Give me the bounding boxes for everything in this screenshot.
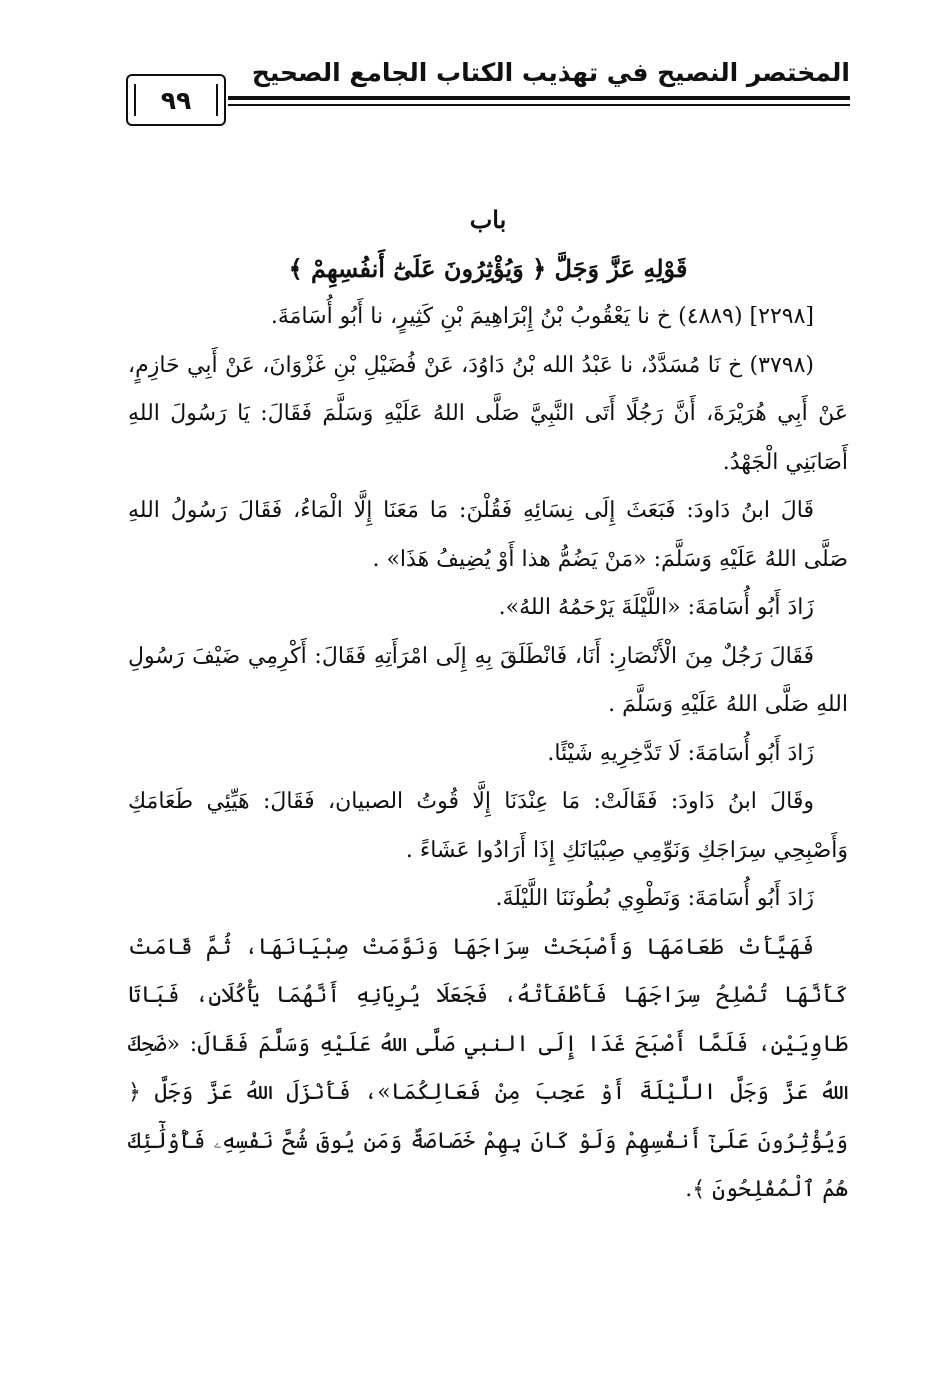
header-rule-thick bbox=[228, 96, 850, 100]
paragraph: فَهَيَّأَتْ طَعَامَهَا وَأَصْبَحَتْ سِرَاجَهَا وَنَوَّمَتْ صِبْيَانَهَا، ثُمَّ قَامَتْ كَأَنَّهَا تُصْلِحُ سِرَاجَهَا فَأَطْفَأَتْهُ، فَجَعَلَا يُرِيَانِهِ أَنَّهُمَا يَأْكُلَانِ، فَبَاتَا طَاوِيَيْنِ، فَلَمَّا أَصْبَحَ غَدَا إِلَى النبي صَلَّى اللهُ عَلَيْهِ وَسَلَّمَ فَقَالَ: «ضَحِكَ اللهُ عَزَّ وَجَلَّ اللَّيْلَةَ أَوْ عَجِبَ مِنْ فَعَالِكُمَا»، فَأَنْزَلَ اللهُ عَزَّ وَجَلَّ ﴿ وَيُؤْثِرُونَ عَلَىٰٓ أَنفُسِهِمْ وَلَوْ كَانَ بِهِمْ خَصَاصَةٌ وَمَن يُوقَ شُحَّ نَفْسِهِۦ فَأُوْلَٰٓئِكَ هُمُ ٱلْمُفْلِحُونَ ﴾. bbox=[128, 934, 848, 1202]
page-header bbox=[120, 58, 850, 138]
paragraph: زَادَ أَبُو أُسَامَةَ: «اللَّيْلَةَ يَرْحَمُهُ اللهُ». bbox=[498, 595, 814, 620]
paragraph: فَقَالَ رَجُلٌ مِنَ الْأَنْصَارِ: أَنَا، فَانْطَلَقَ بِهِ إِلَى امْرَأَتِهِ فَقَالَ: أَكْرِمِي ضَيْفَ رَسُولِ اللهِ صَلَّى اللهُ عَلَيْهِ وَسَلَّمَ . bbox=[128, 643, 848, 717]
paragraph: قَالَ ابنُ دَاودَ: فَبَعَثَ إِلَى نِسَائِهِ فَقُلْنَ: مَا مَعَنَا إِلَّا الْمَاءُ، فَقَالَ رَسُولُ اللهِ صَلَّى اللهُ عَلَيْهِ وَسَلَّمَ: «مَنْ يَضُمُّ هذا أَوْ يُضِيفُ هَذَا» . bbox=[128, 498, 848, 572]
paragraph: زَادَ أَبُو أُسَامَةَ: لَا تَدَّخِرِيهِ شَيْئًا. bbox=[547, 740, 814, 766]
page-body bbox=[128, 196, 848, 1215]
paragraph: (٣٧٩٨) خ نَا مُسَدَّدٌ، نا عَبْدُ الله بْنُ دَاوُدَ، عَنْ فُضَيْلِ بْنِ غَزْوَانَ، عَنْ أَبِي حَازِمٍ، عَنْ أَبِي هُرَيْرَةَ، أَنَّ رَجُلًا أَتَى النَّبِيَّ صَلَّى اللهُ عَلَيْهِ وَسَلَّمَ فَقَالَ: يَا رَسُولَ اللهِ أَصَابَنِي الْجَهْدُ. bbox=[128, 352, 848, 475]
header-rule-thin bbox=[228, 104, 850, 106]
book-title: المختصر النصيح في تهذيب الكتاب الجامع الصحيح bbox=[251, 58, 850, 87]
paragraph: وقَالَ ابنُ دَاودَ: فَقَالَتْ: مَا عِنْدَنَا إِلَّا قُوتُ الصبيان، فَقَالَ: هَيِّئِي طَعَامَكِ وَأَصْبِحِي سِرَاجَكِ وَنَوِّمِي صِبْيَانَكِ إِذَا أَرَادُوا عَشَاءً . bbox=[128, 789, 848, 863]
paragraph: زَادَ أَبُو أُسَامَةَ: وَنَطْوِي بُطُونَنَا اللَّيْلَةَ. bbox=[495, 886, 814, 911]
isnad-line: [٢٢٩٨] (٤٨٨٩) خ نا يَعْقُوبُ بْنُ إِبْرَاهِيمَ بْنِ كَثِيرٍ، نا أَبُو أُسَامَةَ. bbox=[270, 304, 814, 329]
bab-heading: باب bbox=[469, 205, 507, 234]
page-number-box bbox=[126, 74, 226, 126]
page-number: ٩٩ bbox=[160, 85, 192, 115]
chapter-title: قَوْلِهِ عَزَّ وَجَلَّ ﴿ وَيُؤْثِرُونَ عَلَىٰٓ أَنفُسِهِمْ ﴾ bbox=[288, 253, 688, 283]
